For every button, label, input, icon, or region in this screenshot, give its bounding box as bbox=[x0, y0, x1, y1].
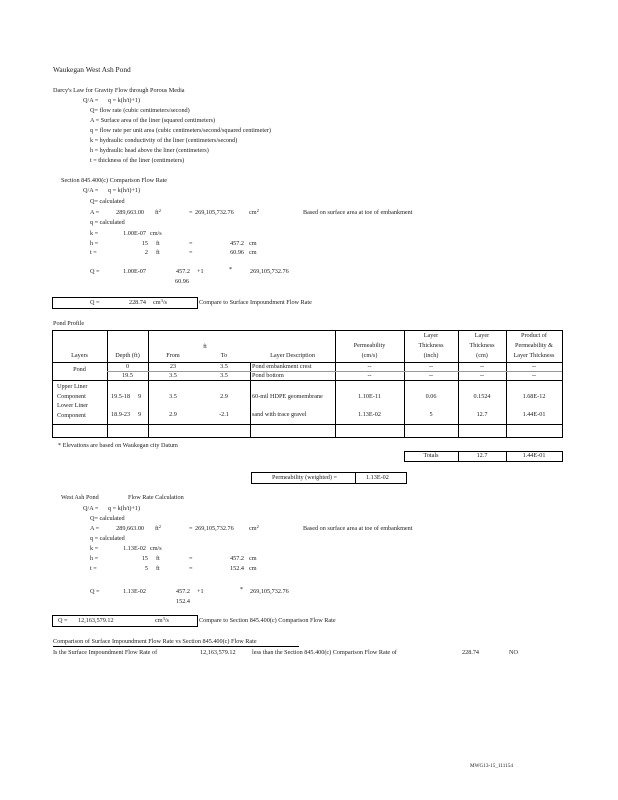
pond-row-thick-cm: -- bbox=[479, 372, 485, 379]
section1-result-label: Q = bbox=[90, 299, 100, 306]
section2-k-label: k = bbox=[90, 545, 99, 552]
section2-k-unit: cm/s bbox=[150, 545, 162, 552]
comparison-heading: Comparison of Surface Impoundment Flow Rate vs Section 845.400(c) Flow Rate bbox=[53, 638, 257, 645]
section2-q-label: Q = bbox=[90, 588, 100, 595]
section1-h-value: 15 bbox=[141, 240, 148, 247]
pond-row-to: 3.5 bbox=[220, 372, 228, 379]
col-header-thickness-in: Thickness bbox=[418, 342, 444, 349]
section2-q-star: * bbox=[240, 586, 244, 593]
section1-eq: = bbox=[189, 209, 193, 216]
section1-h-unit: ft bbox=[156, 240, 160, 247]
section2-result-box bbox=[52, 615, 198, 627]
pond-row-product: -- bbox=[531, 363, 537, 370]
table-col-divider bbox=[107, 330, 108, 437]
layer-label-lower: Lower Liner bbox=[57, 402, 89, 409]
col-header-permeability: Permeability bbox=[353, 342, 386, 349]
totals-product: 1.44E-01 bbox=[522, 452, 546, 459]
section1-q-den: 60.96 bbox=[175, 278, 189, 285]
pond-row-desc: Pond embankment crest bbox=[252, 363, 312, 370]
darcy-def: t = thickness of the liner (centimeters) bbox=[90, 157, 185, 164]
upper-row-perm: 1.10E-11 bbox=[358, 393, 381, 400]
section1-t-unit: ft bbox=[156, 249, 160, 256]
upper-row-to: 2.9 bbox=[220, 393, 228, 400]
section2-t-cm-unit: cm bbox=[249, 565, 257, 572]
lower-row-desc: sand with trace gravel bbox=[252, 411, 307, 418]
section2-h-cm-unit: cm bbox=[249, 555, 257, 562]
section2-result-note: Compare to Section 845.400(c) Comparison Flow Rate bbox=[199, 617, 336, 624]
lower-row-product: 1.44E-01 bbox=[522, 411, 546, 418]
section1-result-value: 228.74 bbox=[128, 299, 146, 306]
upper-row-thick-in: 0.06 bbox=[425, 393, 437, 400]
section2-a-unit: $ft^2$ bbox=[155, 524, 162, 532]
pond-row-product: -- bbox=[531, 372, 537, 379]
darcy-def: A = Surface area of the liner (squared centimeters) bbox=[90, 117, 216, 124]
section2-result-value: 12,163,579.12 bbox=[78, 617, 114, 624]
col-header-to: To bbox=[220, 352, 228, 359]
section2-q-plus: +1 bbox=[197, 588, 204, 595]
section2-t-cm: 152.4 bbox=[230, 565, 244, 572]
section1-a-cm: 269,105,732.76 bbox=[195, 209, 234, 216]
section2-result-unit: $cm^3/s$ bbox=[155, 616, 169, 624]
table-col-divider bbox=[250, 362, 251, 437]
section2-q-small: q = calculated bbox=[90, 535, 125, 542]
section1-h-cm-unit: cm bbox=[249, 240, 257, 247]
col-header-thickness-in: (inch) bbox=[423, 352, 439, 359]
col-header-thickness-cm: (cm) bbox=[476, 352, 488, 359]
pond-row-depth: 0 bbox=[125, 363, 130, 370]
darcy-heading: Darcy's Law for Gravity Flow through Porous Media bbox=[53, 87, 185, 94]
section2-t-value: 5 bbox=[144, 565, 148, 572]
section2-h-value: 15 bbox=[141, 555, 148, 562]
weighted-value: 1.13E-02 bbox=[366, 474, 389, 481]
section1-q-calc: Q= calculated bbox=[90, 198, 125, 205]
darcy-formula-rhs: q = k(h/t)+1) bbox=[108, 97, 141, 104]
section2-a-cm: 269,105,732.76 bbox=[195, 525, 234, 532]
section2-formula-rhs: q = k(h/t)+1) bbox=[108, 505, 141, 512]
pond-row-perm: -- bbox=[367, 372, 372, 379]
section2-a-note: Based on surface area at toe of embankment bbox=[303, 525, 413, 532]
col-header-mark: ft bbox=[203, 343, 207, 350]
section2-k-value: 1.13E-02 bbox=[123, 545, 146, 552]
section1-result-note: Compare to Surface Impoundment Flow Rate bbox=[199, 299, 312, 306]
section1-a-cm-unit: $cm^2$ bbox=[249, 208, 259, 216]
col-header-depth: Depth (ft) bbox=[115, 352, 140, 359]
lower-row-thick-in: 5 bbox=[429, 411, 433, 418]
lower-row-perm: 1.13E-02 bbox=[358, 411, 381, 418]
section1-t-value: 2 bbox=[144, 249, 148, 256]
layer-label-pond: Pond bbox=[73, 366, 86, 373]
section1-q-area: 269,105,732.76 bbox=[250, 268, 289, 275]
col-header-thickness-in: Layer bbox=[423, 332, 439, 339]
comparison-value-a: 12,163,579.12 bbox=[200, 649, 236, 656]
section1-t-label: t = bbox=[90, 249, 97, 256]
comparison-heading-underline bbox=[53, 646, 299, 647]
upper-row-desc: 60-mil HDPE geomembrane bbox=[252, 393, 323, 400]
pond-row-thick-in: -- bbox=[428, 363, 434, 370]
comparison-answer: NO bbox=[509, 649, 518, 656]
lower-row-to: -2.1 bbox=[219, 411, 229, 418]
section2-eq: = bbox=[189, 525, 193, 532]
col-header-layers: Layers bbox=[71, 352, 88, 359]
col-header-product: Permeability & bbox=[515, 342, 553, 349]
section2-t-label: t = bbox=[90, 565, 97, 572]
lower-row-depth: 18.9-23 bbox=[111, 411, 131, 418]
weighted-label: Permeability (weighted) = bbox=[272, 474, 338, 481]
section1-formula-lhs: Q/A = bbox=[83, 187, 99, 194]
section1-a-note: Based on surface area at toe of embankment bbox=[303, 209, 413, 216]
section1-h-eq: = bbox=[189, 240, 193, 247]
elevation-footnote: * Elevations are based on Waukegan city Datum bbox=[58, 442, 178, 449]
page-title: Waukegan West Ash Pond bbox=[53, 65, 131, 74]
section2-a-value: 289,663.00 bbox=[116, 525, 144, 532]
document-id: MWG13-15_111154 bbox=[470, 763, 513, 769]
section2-t-unit: ft bbox=[156, 565, 160, 572]
section1-h-label: h = bbox=[90, 240, 99, 247]
section2-heading-a: West Ash Pond bbox=[61, 494, 99, 501]
upper-row-thick-cm: 0.1524 bbox=[473, 393, 491, 400]
section1-formula-rhs: q = k(h/t)+1) bbox=[108, 187, 141, 194]
section1-q-star: * bbox=[229, 266, 233, 273]
upper-row-depth: 19.5-18 bbox=[111, 393, 131, 400]
section1-heading: Section 845.400(c) Comparison Flow Rate bbox=[61, 177, 168, 184]
totals-cm: 12.7 bbox=[476, 452, 488, 459]
section1-a-value: 289,663.00 bbox=[116, 209, 144, 216]
section2-q-calc: Q= calculated bbox=[90, 515, 125, 522]
layer-label-upper: Component bbox=[57, 393, 86, 400]
section1-q-small: q = calculated bbox=[90, 219, 125, 226]
section1-q-label: Q = bbox=[90, 268, 100, 275]
section2-h-label: h = bbox=[90, 555, 99, 562]
section2-formula-lhs: Q/A = bbox=[83, 505, 99, 512]
col-header-product: Product of bbox=[521, 332, 547, 339]
section1-q-plus: +1 bbox=[197, 268, 204, 275]
darcy-formula-lhs: Q/A = bbox=[83, 97, 99, 104]
darcy-def: Q= flow rate (cubic centimeters/second) bbox=[90, 107, 190, 114]
section2-h-eq: = bbox=[189, 555, 193, 562]
darcy-def: k = hydraulic conductivity of the liner (centimeters/second) bbox=[90, 137, 238, 144]
section1-t-cm: 60.96 bbox=[230, 249, 244, 256]
section2-heading-b: Flow Rate Calculation bbox=[128, 494, 184, 501]
totals-label: Totals bbox=[423, 452, 439, 459]
pond-row-depth: 19.5 bbox=[122, 372, 133, 379]
upper-row-product: 1.68E-12 bbox=[522, 393, 546, 400]
pond-row-thick-in: -- bbox=[428, 372, 434, 379]
lower-row-thick-cm: 12.7 bbox=[476, 411, 488, 418]
pond-row-to: 3.5 bbox=[220, 363, 228, 370]
upper-row-from: 3.5 bbox=[169, 393, 177, 400]
pond-row-desc: Pond bottom bbox=[252, 372, 284, 379]
section2-t-eq: = bbox=[189, 565, 193, 572]
section1-q-k: 1.00E-07 bbox=[123, 268, 146, 275]
layer-label-lower: Component bbox=[57, 412, 86, 419]
col-header-thickness-cm: Thickness bbox=[469, 342, 495, 349]
col-header-description: Layer Description bbox=[270, 352, 315, 359]
comparison-middle: less than the Section 845.400(c) Comparison Flow Rate of bbox=[252, 649, 397, 656]
section2-q-area: 269,105,732.76 bbox=[250, 588, 289, 595]
col-header-from: From bbox=[166, 352, 180, 359]
layer-label-upper: Upper Liner bbox=[57, 383, 88, 390]
section1-a-unit: $ft^2$ bbox=[155, 208, 162, 216]
col-header-permeability-unit: (cm/s) bbox=[361, 352, 378, 359]
comparison-value-b: 228.74 bbox=[462, 649, 480, 656]
section2-q-num: 457.2 bbox=[176, 588, 190, 595]
section1-k-label: k = bbox=[90, 230, 99, 237]
section2-h-cm: 457.2 bbox=[230, 555, 244, 562]
section1-k-value: 1.00E-07 bbox=[123, 230, 146, 237]
table-row-divider bbox=[52, 380, 562, 381]
section1-k-unit: cm/s bbox=[150, 230, 162, 237]
section2-result-label: Q = bbox=[58, 617, 68, 624]
table-col-divider bbox=[148, 330, 149, 437]
pond-row-perm: -- bbox=[367, 363, 372, 370]
table-row-divider bbox=[52, 424, 562, 425]
section2-q-den: 152.4 bbox=[176, 598, 190, 605]
pond-row-from: 3.5 bbox=[169, 372, 177, 379]
section2-h-unit: ft bbox=[156, 555, 160, 562]
section1-h-cm: 457.2 bbox=[230, 240, 244, 247]
darcy-def: h = hydraulic head above the liner (centimeters) bbox=[90, 147, 209, 154]
col-header-thickness-cm: Layer bbox=[474, 332, 490, 339]
comparison-question: Is the Surface Impoundment Flow Rate of bbox=[53, 649, 158, 656]
section1-a-label: A = bbox=[90, 209, 100, 216]
upper-row-depth-ft: 9 bbox=[138, 393, 142, 400]
section1-q-num: 457.2 bbox=[176, 268, 190, 275]
section2-q-k: 1.13E-02 bbox=[123, 588, 146, 595]
col-header-product: Layer Thickness bbox=[513, 352, 555, 359]
section1-t-cm-unit: cm bbox=[249, 249, 257, 256]
section1-t-eq: = bbox=[189, 249, 193, 256]
section2-a-label: A = bbox=[90, 525, 100, 532]
pond-row-thick-cm: -- bbox=[479, 363, 485, 370]
section2-a-cm-unit: $cm^2$ bbox=[249, 524, 259, 532]
lower-row-depth-ft: 9 bbox=[138, 411, 142, 418]
weighted-divider bbox=[355, 472, 356, 483]
pond-profile-heading: Pond Profile bbox=[53, 320, 85, 327]
lower-row-from: 2.9 bbox=[169, 411, 177, 418]
darcy-def: q = flow rate per unit area (cubic centimeters/second/squared centimeter) bbox=[90, 127, 271, 134]
pond-row-from: 23 bbox=[169, 363, 177, 370]
section1-result-unit: $cm^3/s$ bbox=[153, 298, 167, 306]
